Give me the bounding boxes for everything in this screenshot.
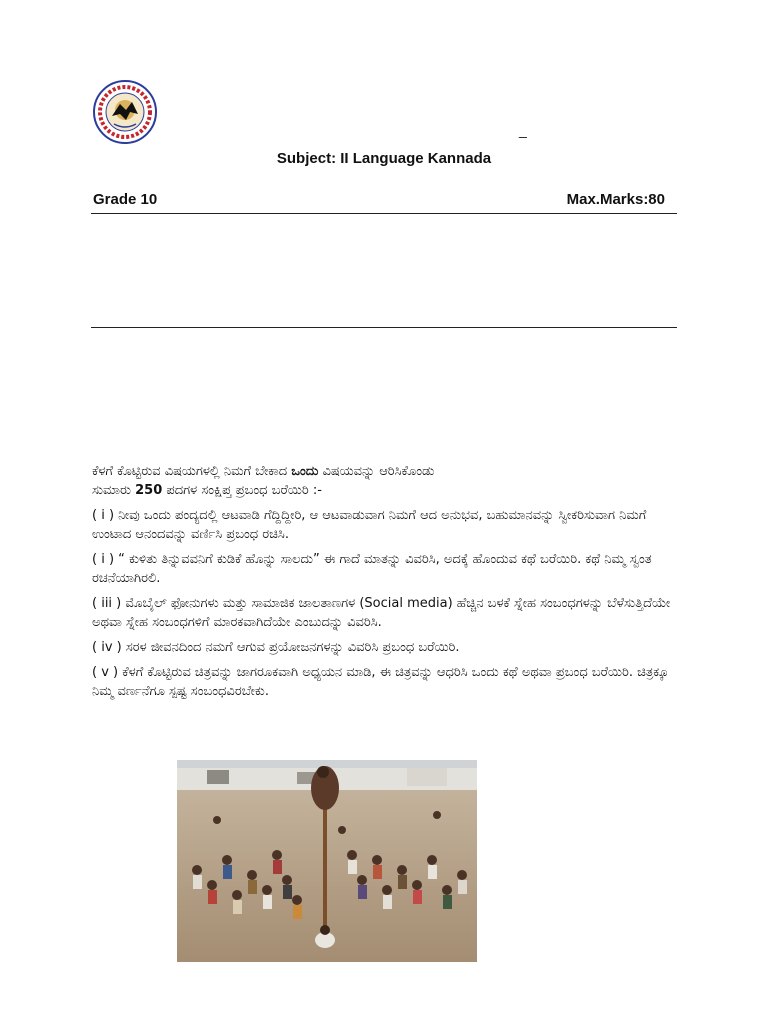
question-item-4: ( iv ) ಸರಳ ಜೀವನದಿಂದ ನಮಗೆ ಆಗುವ ಪ್ರಯೋಜನಗಳನ್ನು ವಿವರಿಸಿ ಪ್ರಬಂಧ ಬರೆಯಿರಿ. (92, 640, 460, 655)
header-divider (91, 213, 677, 214)
question-item-3: ( iii ) ಮೊಬೈಲ್ ಫೋನುಗಳು ಮತ್ತು ಸಾಮಾಜಿಕ ಜಾಲತಾಣಗಳ (Social media) ಹೆಚ್ಚಿನ ಬಳಕೆ ಸ್ನೇಹ ಸಂಬಂಧಗಳನ್ನು ಬೆಳೆಸುತ್ತಿದೆಯೇ ಅಥವಾ ಸ್ನೇಹ ಸಂಬಂಧಗಳಿಗೆ ಮಾರಕವಾಗಿದೆಯೇ ಎಂಬುದನ್ನು ವಿವರಿಸಿ. (92, 596, 671, 630)
question-item-2: ( i ) “ ಕುಳಿತು ತಿನ್ನುವವನಿಗೆ ಕುಡಿಕೆ ಹೊನ್ನು ಸಾಲದು” ಈ ಗಾದೆ ಮಾತನ್ನು ವಿವರಿಸಿ, ಅದಕ್ಕೆ ಹೊಂದುವ ಕಥೆ ಬರೆಯಿರಿ. ಕಥೆ ನಿಮ್ಮ ಸ್ವಂತ ರಚನೆಯಾಗಿರಲಿ. (92, 552, 652, 586)
instruction-text: ಕೆಳಗೆ ಕೊಟ್ಟಿರುವ ವಿಷಯಗಳಲ್ಲಿ ನಿಮಗೆ ಬೇಕಾದ ಒಂದು ವಿಷಯವನ್ನು ಆರಿಸಿಕೊಂಡು ಸುಮಾರು 250 ಪದಗಳ ಸಂಕ್ಷಿಪ್ತ ಪ್ರಬಂಧ ಬರೆಯಿರಿ :- (92, 464, 435, 498)
school-logo (92, 80, 158, 144)
section-divider (91, 327, 677, 328)
header-dash: _ (519, 122, 527, 138)
subject-title: Subject: II Language Kannada (276, 150, 492, 167)
pole-climbing-photo (177, 760, 477, 962)
grade-label: Grade 10 (93, 191, 158, 208)
max-marks-label: Max.Marks:80 (566, 191, 665, 208)
question-item-1: ( i ) ನೀವು ಒಂದು ಪಂದ್ಯದಲ್ಲಿ ಆಟವಾಡಿ ಗೆದ್ದಿದ್ದೀರಿ, ಆ ಆಟವಾಡುವಾಗ ನಿಮಗೆ ಆದ ಅನುಭವ, ಬಹುಮಾನವನ್ನು ಸ್ವೀಕರಿಸುವಾಗ ನಿಮಗೆ ಉಂಟಾದ ಆನಂದವನ್ನು ವರ್ಣಿಸಿ ಪ್ರಬಂಧ ರಚಿಸಿ. (92, 508, 647, 542)
question-section (92, 462, 682, 707)
question-item-5: ( v ) ಕೆಳಗೆ ಕೊಟ್ಟಿರುವ ಚಿತ್ರವನ್ನು ಜಾಗರೂಕವಾಗಿ ಅಧ್ಯಯನ ಮಾಡಿ, ಈ ಚಿತ್ರವನ್ನು ಆಧರಿಸಿ ಒಂದು ಕಥೆ ಅಥವಾ ಪ್ರಬಂಧ ಬರೆಯಿರಿ. ಚಿತ್ರಕ್ಕೂ ನಿಮ್ಮ ವರ್ಣನೆಗೂ ಸ್ಪಷ್ಟ ಸಂಬಂಧವಿರಬೇಕು. (92, 665, 669, 699)
